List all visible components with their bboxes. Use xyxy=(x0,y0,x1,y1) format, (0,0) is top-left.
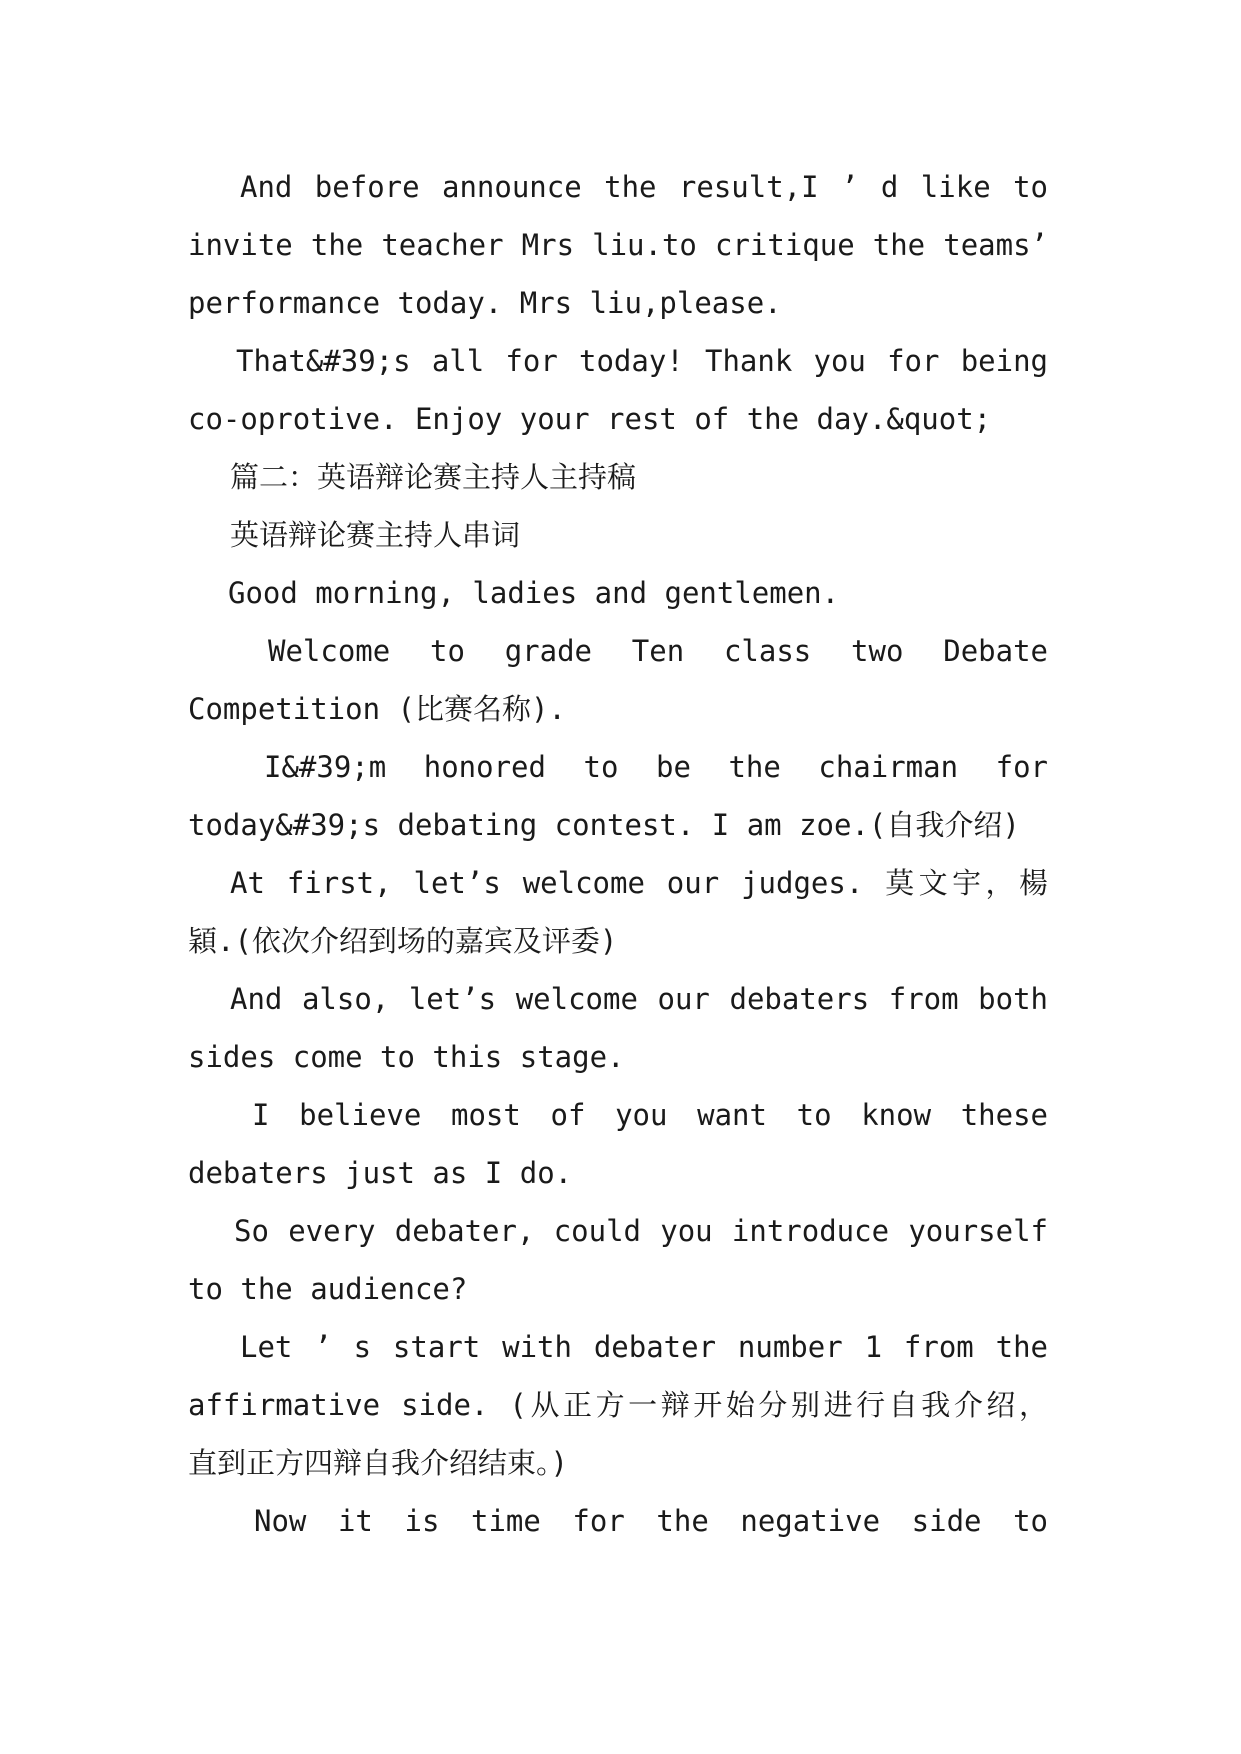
text-line: to the audience? xyxy=(188,1272,468,1306)
text-line: 英语辩论赛主持人串词 xyxy=(230,518,521,552)
paragraph-judges xyxy=(188,854,1048,970)
paragraph-thank-you xyxy=(188,332,1048,448)
text-line: At first, let’s welcome our judges. 莫文宇，楊 xyxy=(230,866,1048,900)
document-body xyxy=(188,158,1048,1550)
paragraph-start-affirmative xyxy=(188,1318,1048,1492)
paragraph-welcome xyxy=(188,622,1048,738)
text-line: sides come to this stage. xyxy=(188,1040,625,1074)
paragraph-chairman xyxy=(188,738,1048,854)
paragraph-debaters xyxy=(188,970,1048,1086)
section-heading xyxy=(188,448,1048,506)
text-line: performance today. Mrs liu,please. xyxy=(188,286,782,320)
text-line: co-oprotive. Enjoy your rest of the day.&quot; xyxy=(188,402,992,436)
text-line: And also, let’s welcome our debaters from both xyxy=(230,982,1048,1016)
paragraph-closing-critique xyxy=(188,158,1048,332)
text-line: I believe most of you want to know these xyxy=(252,1098,1048,1132)
paragraph-negative-side xyxy=(188,1492,1048,1550)
paragraph-greeting xyxy=(188,564,1048,622)
text-line: Competition (比赛名称). xyxy=(188,692,566,726)
text-line: And before announce the result,I ’ d like to xyxy=(240,170,1048,204)
text-line: 直到正方四辩自我介绍结束。) xyxy=(188,1446,568,1480)
text-line: Let ’ s start with debater number 1 from the xyxy=(240,1330,1048,1364)
text-line: debaters just as I do. xyxy=(188,1156,573,1190)
text-line: I&#39;m honored to be the chairman for xyxy=(264,750,1048,784)
section-subheading xyxy=(188,506,1048,564)
text-line: Good morning, ladies and gentlemen. xyxy=(228,576,840,610)
text-line: today&#39;s debating contest. I am zoe.(自我介绍) xyxy=(188,808,1020,842)
text-line: That&#39;s all for today! Thank you for being xyxy=(236,344,1048,378)
text-line: invite the teacher Mrs liu.to critique the teams’ xyxy=(188,228,1048,262)
text-line: Now it is time for the negative side to xyxy=(254,1504,1048,1538)
text-line: So every debater, could you introduce yourself xyxy=(234,1214,1048,1248)
paragraph-believe xyxy=(188,1086,1048,1202)
text-line: 穎.(依次介绍到场的嘉宾及评委) xyxy=(188,924,618,958)
text-line: Welcome to grade Ten class two Debate xyxy=(268,634,1048,668)
text-line: affirmative side. (从正方一辩开始分别进行自我介绍， xyxy=(188,1388,1048,1422)
paragraph-introduce xyxy=(188,1202,1048,1318)
text-line: 篇二：英语辩论赛主持人主持稿 xyxy=(230,460,637,494)
